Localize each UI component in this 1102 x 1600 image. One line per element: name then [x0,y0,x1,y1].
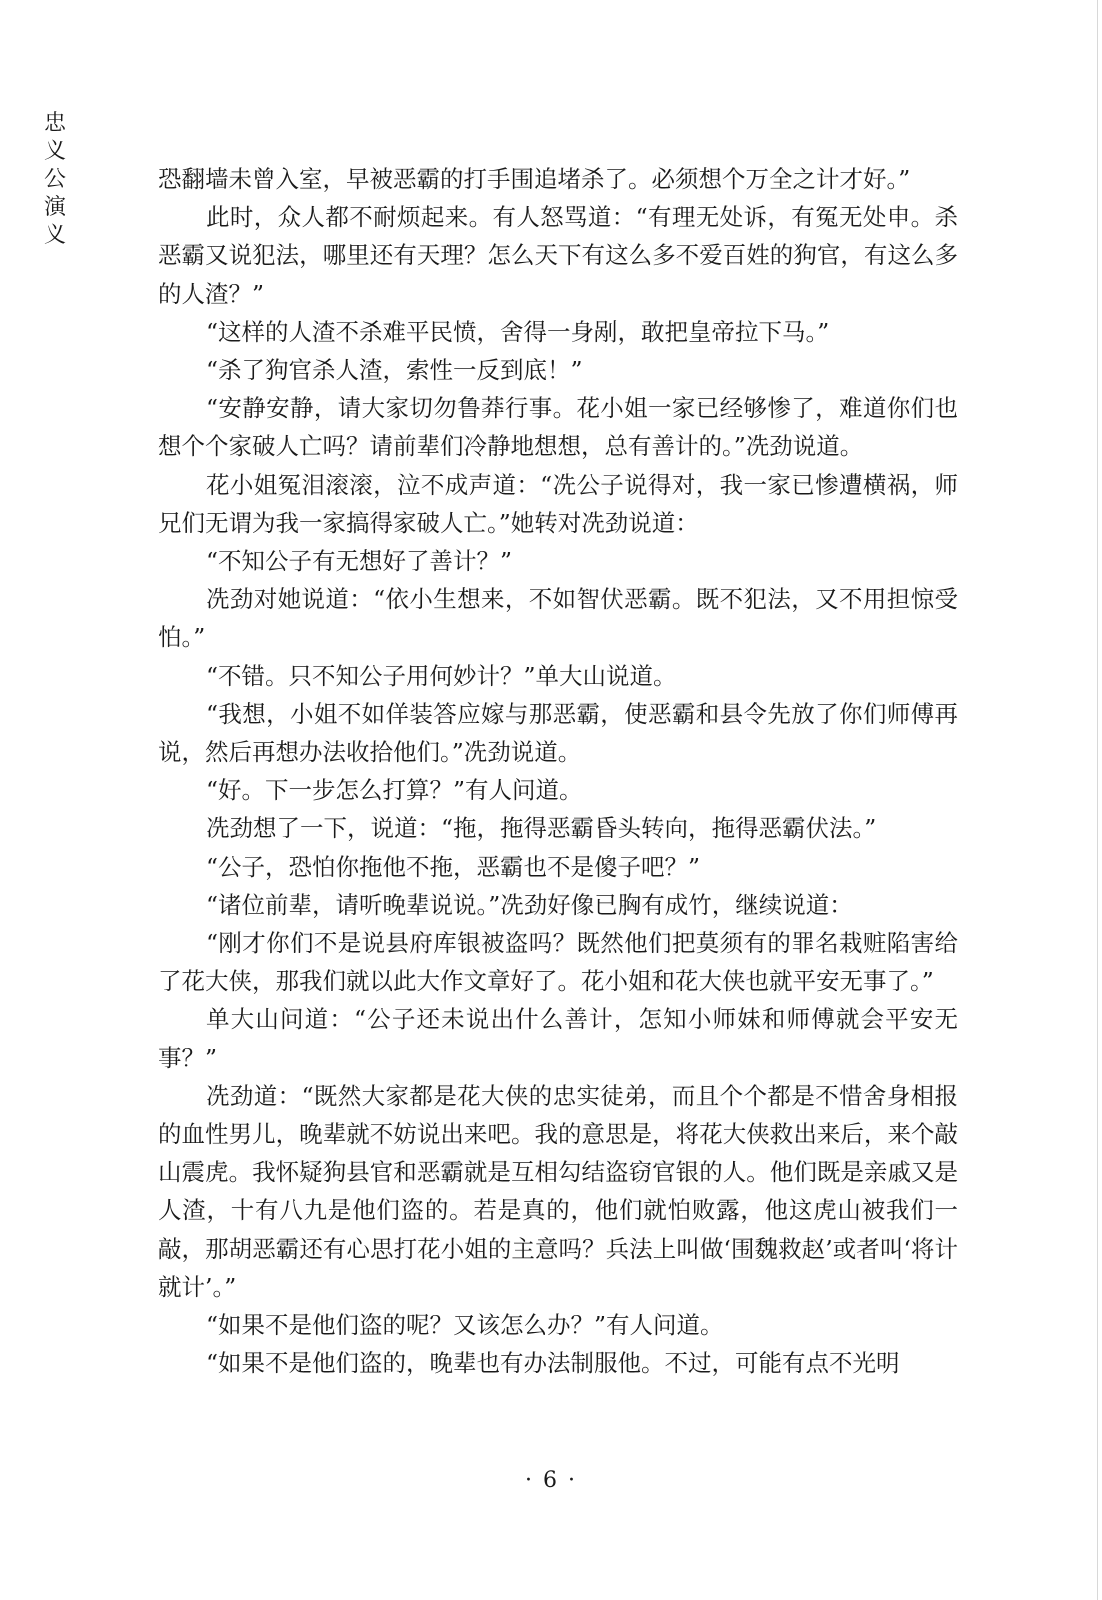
paragraph: “刚才你们不是说县府库银被盗吗？既然他们把莫须有的罪名栽赃陷害给了花大侠，那我们就以此大作文章好了。花小姐和花大侠也就平安无事了。” [158,929,958,996]
paragraph: “不知公子有无想好了善计？” [206,547,513,576]
paragraph: 花小姐冤泪滚滚，泣不成声道：“冼公子说得对，我一家已惨遭横祸，师兄们无谓为我一家搞得家破人亡。”她转对冼劲说道： [158,470,958,537]
running-title-char: 公 [43,167,66,192]
page-edge [1097,0,1098,1600]
paragraph: 冼劲道：“既然大家都是花大侠的忠实徒弟，而且个个都是不惜舍身相报的血性男儿，晚辈就不妨说出来吧。我的意思是，将花大侠救出来后，来个敲山震虎。我怀疑狗县官和恶霸就是互相勾结盗窃官银的人。他们既是亲戚又是人渣，十有八九是他们盗的。若是真的，他们就怕败露，他这虎山被我们一敲，那胡恶霸还有心思打花小姐的主意吗？兵法上叫做‘围魏救赵’或者叫‘将计就计’。” [158,1081,958,1301]
paragraph: 恐翻墙未曾入室，早被恶霸的打手围追堵杀了。必须想个万全之计才好。” [158,165,911,193]
running-title-char: 忠 [43,111,66,136]
page-number: · 6 · [525,1468,577,1493]
running-title-char: 义 [43,139,66,164]
running-title-char: 演 [43,195,66,220]
paragraph: 单大山问道：“公子还未说出什么善计，怎知小师妹和师傅就会平安无事？” [158,1005,958,1072]
paragraph: “这样的人渣不杀难平民愤，舍得一身剐，敢把皇帝拉下马。” [206,317,830,346]
running-title [40,110,70,250]
paragraph: “我想，小姐不如佯装答应嫁与那恶霸，使恶霸和县令先放了你们师傅再说，然后再想办法收拾他们。”冼劲说道。 [158,699,958,767]
paragraph: 冼劲对她说道：“依小生想来，不如智伏恶霸。既不犯法，又不用担惊受怕。” [158,585,958,652]
body-text [158,160,958,1383]
running-title-char: 义 [43,223,66,248]
paragraph: 冼劲想了一下，说道：“拖，拖得恶霸昏头转向，拖得恶霸伏法。” [206,814,877,843]
paragraph: “如果不是他们盗的呢？又该怎么办？”有人问道。 [206,1311,724,1340]
paragraph: “杀了狗官杀人渣，索性一反到底！” [206,356,583,385]
paragraph: “安静安静，请大家切勿鲁莽行事。花小姐一家已经够惨了，难道你们也想个个家破人亡吗？请前辈们冷静地想想，总有善计的。”冼劲说道。 [158,394,958,461]
paragraph: “如果不是他们盗的，晚辈也有办法制服他。不过，可能有点不光明 [206,1349,900,1378]
paragraph: “好。下一步怎么打算？”有人问道。 [206,776,583,805]
paragraph: “不错。只不知公子用何妙计？”单大山说道。 [206,661,677,690]
paragraph: 此时，众人都不耐烦起来。有人怒骂道：“有理无处诉，有冤无处申。杀恶霸又说犯法，哪里还有天理？怎么天下有这么多不爱百姓的狗官，有这么多的人渣？” [158,203,958,308]
paragraph: “诸位前辈，请听晚辈说说。”冼劲好像已胸有成竹，继续说道： [206,890,853,919]
paragraph: “公子，恐怕你拖他不拖，恶霸也不是傻子吧？” [206,852,701,881]
